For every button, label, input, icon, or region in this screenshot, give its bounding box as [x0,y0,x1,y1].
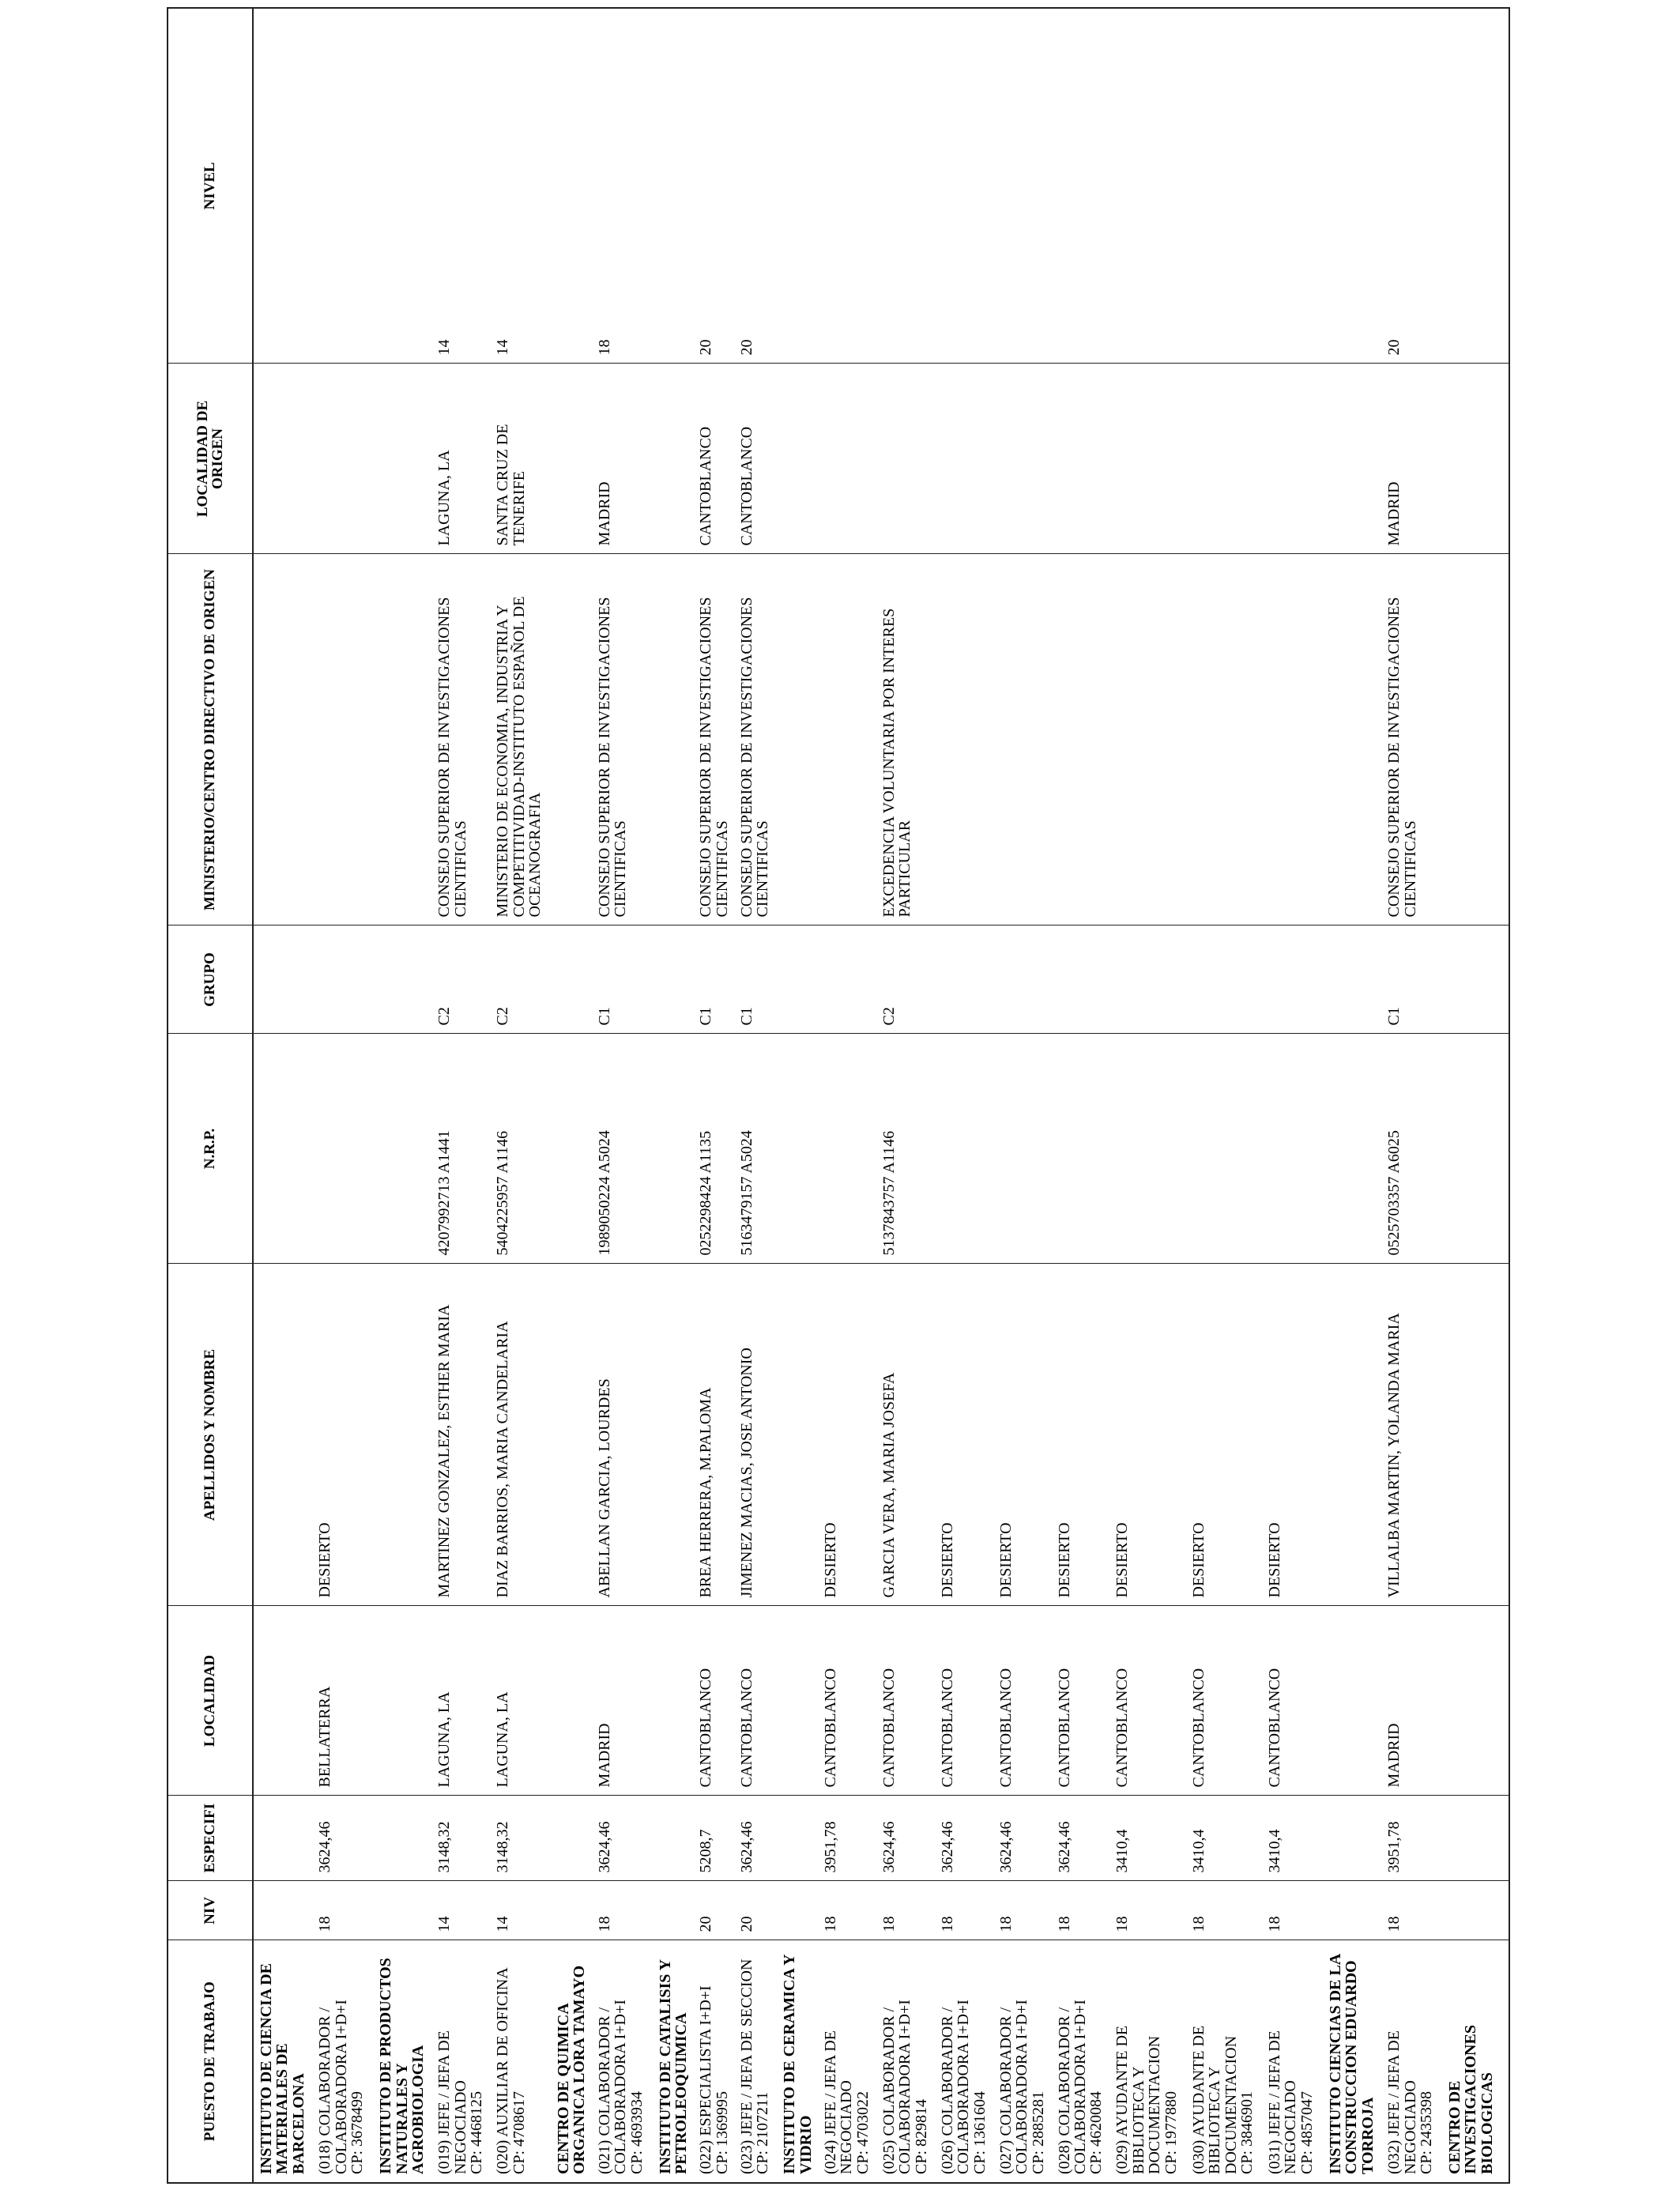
section-row [653,8,696,2183]
column-header: LOCALIDAD [168,1606,253,1796]
empty-cell [373,1034,434,1264]
puesto-cell [1264,1940,1323,2183]
cp-code: CP: 4708617 [510,2090,528,2174]
puesto-cell [695,1940,736,2183]
empty-cell [1503,1796,1509,1881]
empty-cell [777,364,820,554]
cp-code: CP: 1361604 [970,2090,989,2174]
loc-origen-cell [1054,364,1113,554]
nombre-cell: DIAZ BARRIOS, MARIA CANDELARIA [492,1264,551,1606]
niv-cell: 18 [820,1881,879,1940]
empty-cell [253,8,315,364]
empty-cell [1323,1606,1384,1796]
puesto-text: (028) COLABORADOR / COLABORADORA I+D+I [1055,2000,1089,2174]
localidad-cell: CANTOBLANCO [1188,1606,1264,1796]
nivel-cell [820,8,879,364]
header-row [168,8,253,2183]
especifi-cell: 3624,46 [594,1796,653,1881]
ministerio-cell: CONSEJO SUPERIOR DE INVESTIGACIONES CIENTIFICAS [695,554,736,925]
empty-cell [777,1034,820,1264]
empty-cell [777,1264,820,1606]
especifi-cell: 3624,46 [736,1796,777,1881]
niv-cell: 18 [1188,1881,1264,1940]
section-title: INSTITUTO DE CATALISIS Y PETROLEOQUIMICA [653,1940,696,2183]
section-row [1442,8,1503,2183]
empty-cell [1442,1034,1503,1264]
empty-cell [253,925,315,1034]
empty-cell [253,1796,315,1881]
puesto-text: (030) AYUDANTE DE BIBLIOTECA Y DOCUMENTACION [1189,2025,1240,2174]
column-header: GRUPO [168,925,253,1034]
empty-cell [1503,1034,1509,1264]
empty-cell [653,1264,696,1606]
empty-cell [1323,8,1384,364]
ministerio-cell: CONSEJO SUPERIOR DE INVESTIGACIONES CIENTIFICAS [736,554,777,925]
nrp-cell [937,1034,996,1264]
especifi-cell: 3148,32 [434,1796,492,1881]
empty-cell [373,1264,434,1606]
empty-cell [1323,364,1384,554]
empty-cell [551,1881,594,1940]
puesto-text: (018) COLABORADOR / COLABORADORA I+D+I [316,2000,350,2174]
nivel-cell: 18 [594,8,653,364]
puesto-text: (020) AUXILIAR DE OFICINA [494,1967,512,2174]
section-row [551,8,594,2183]
table-row [434,8,492,2183]
nivel-cell: 20 [736,8,777,364]
niv-cell: 18 [594,1881,653,1940]
nrp-cell [1054,1034,1113,1264]
table-row [937,8,996,2183]
empty-cell [1323,1034,1384,1264]
section-row [777,8,820,2183]
ministerio-cell: CONSEJO SUPERIOR DE INVESTIGACIONES CIENTIFICAS [594,554,653,925]
puesto-cell [434,1940,492,2183]
nombre-cell: DESIERTO [937,1264,996,1606]
niv-cell: 14 [492,1881,551,1940]
table-row [1188,8,1264,2183]
nombre-cell: DESIERTO [1054,1264,1113,1606]
table-row [1264,8,1323,2183]
column-header: APELLIDOS Y NOMBRE [168,1264,253,1606]
empty-cell [1323,1881,1384,1940]
empty-cell [373,1796,434,1881]
grupo-cell [1054,925,1113,1034]
loc-origen-cell: MADRID [1384,364,1442,554]
cp-code: CP: 4693934 [627,2090,646,2174]
nivel-cell [1112,8,1188,364]
puesto-cell [736,1940,777,2183]
puesto-text: (023) JEFE / JEFA DE SECCION [737,1958,755,2174]
column-header: ESPECIFI [168,1796,253,1881]
empty-cell [551,8,594,364]
table-row [492,8,551,2183]
nivel-cell [1054,8,1113,364]
nrp-cell: 5163479157 A5024 [736,1034,777,1264]
empty-cell [551,554,594,925]
nombre-cell: DESIERTO [1264,1264,1323,1606]
empty-cell [1323,925,1384,1034]
nombre-cell: DESIERTO [820,1264,879,1606]
ministerio-cell [1264,554,1323,925]
puesto-cell [1188,1940,1264,2183]
grupo-cell: C1 [736,925,777,1034]
localidad-cell: CANTOBLANCO [1112,1606,1188,1796]
grupo-cell [1264,925,1323,1034]
especifi-cell: 3951,78 [820,1796,879,1881]
niv-cell: 18 [879,1881,937,1940]
puesto-text: (019) JEFE / JEFA DE NEGOCIADO [435,2030,469,2174]
nivel-cell: 14 [434,8,492,364]
nrp-cell [1112,1034,1188,1264]
ministerio-cell [315,554,373,925]
empty-cell [777,1881,820,1940]
cp-code: CP: 2885281 [1029,2090,1047,2174]
empty-cell [551,925,594,1034]
empty-cell [1503,554,1509,925]
localidad-cell: LAGUNA, LA [434,1606,492,1796]
section-title: INSTITUTO CIENCIAS DE LA CONSTRUCCION EDUARDO TORROJA [1323,1940,1384,2183]
empty-cell [653,8,696,364]
table-row [879,8,937,2183]
especifi-cell: 3624,46 [996,1796,1054,1881]
especifi-cell: 3624,46 [1054,1796,1113,1881]
loc-origen-cell [1112,364,1188,554]
ministerio-cell: EXCEDENCIA VOLUNTARIA POR INTERES PARTICULAR [879,554,937,925]
section-title: INSTITUTO DE CIENCIA DE MATERIALES DE BARCELONA [253,1940,315,2183]
nombre-cell: DESIERTO [1112,1264,1188,1606]
loc-origen-cell: LAGUNA, LA [434,364,492,554]
section-row [373,8,434,2183]
empty-cell [653,1796,696,1881]
loc-origen-cell [315,364,373,554]
nrp-cell: 4207992713 A1441 [434,1034,492,1264]
empty-cell [253,1034,315,1264]
especifi-cell: 3624,46 [315,1796,373,1881]
empty-cell [1503,1881,1509,1940]
cp-code: CP: 1977880 [1162,2090,1180,2174]
grupo-cell: C1 [695,925,736,1034]
column-header: NIVEL [168,8,253,364]
puesto-cell [820,1940,879,2183]
nrp-cell [820,1034,879,1264]
loc-origen-cell: CANTOBLANCO [695,364,736,554]
cp-code: CP: 4703022 [853,2090,872,2174]
table-body [253,8,1509,2183]
localidad-cell: MADRID [594,1606,653,1796]
empty-cell [1323,1264,1384,1606]
grupo-cell [1112,925,1188,1034]
nombre-cell: DESIERTO [1188,1264,1264,1606]
puesto-cell [1384,1940,1442,2183]
filler-row [1503,8,1509,2183]
puesto-cell [996,1940,1054,2183]
puesto-text: (024) JEFE / JEFA DE NEGOCIADO [822,2030,856,2174]
nrp-cell [996,1034,1054,1264]
nombre-cell: GARCIA VERA, MARIA JOSEFA [879,1264,937,1606]
cp-code: CP: 2107211 [754,2091,772,2174]
empty-cell [1503,8,1509,364]
localidad-cell: MADRID [1384,1606,1442,1796]
niv-cell: 18 [1384,1881,1442,1940]
especifi-cell: 3410,4 [1188,1796,1264,1881]
loc-origen-cell: CANTOBLANCO [736,364,777,554]
nivel-cell [1188,8,1264,364]
localidad-cell: CANTOBLANCO [736,1606,777,1796]
section-title: INSTITUTO DE CERAMICA Y VIDRIO [777,1940,820,2183]
niv-cell: 18 [937,1881,996,1940]
empty-cell [777,1796,820,1881]
empty-cell [653,925,696,1034]
cp-code: CP: 829814 [912,2098,930,2174]
empty-cell [1442,364,1503,554]
empty-cell [1503,925,1509,1034]
column-header: MINISTERIO/CENTRO DIRECTIVO DE ORIGEN [168,554,253,925]
puesto-text: (027) COLABORADOR / COLABORADORA I+D+I [996,2000,1031,2174]
loc-origen-cell: SANTA CRUZ DE TENERIFE [492,364,551,554]
niv-cell: 20 [695,1881,736,1940]
empty-cell [373,1881,434,1940]
nombre-cell: JIMENEZ MACIAS, JOSE ANTONIO [736,1264,777,1606]
puesto-text: (025) COLABORADOR / COLABORADORA I+D+I [880,2000,914,2174]
loc-origen-cell [937,364,996,554]
grupo-cell: C2 [879,925,937,1034]
nombre-cell: DESIERTO [996,1264,1054,1606]
loc-origen-cell [996,364,1054,554]
empty-cell [1442,8,1503,364]
empty-cell [1442,1796,1503,1881]
puesto-text: (032) JEFE / JEFA DE NEGOCIADO [1385,2030,1419,2174]
cp-code: CP: 4857047 [1298,2090,1316,2174]
empty-cell [373,364,434,554]
grupo-cell: C2 [492,925,551,1034]
grupo-cell [315,925,373,1034]
puesto-text: (029) AYUDANTE DE BIBLIOTECA Y DOCUMENTACION [1113,2025,1164,2174]
nivel-cell: 20 [1384,8,1442,364]
table-row [695,8,736,2183]
loc-origen-cell [1188,364,1264,554]
puesto-text: (026) COLABORADOR / COLABORADORA I+D+I [938,2000,973,2174]
empty-cell [653,554,696,925]
nombre-cell: VILLALBA MARTIN, YOLANDA MARIA [1384,1264,1442,1606]
localidad-cell: CANTOBLANCO [937,1606,996,1796]
localidad-cell: CANTOBLANCO [1264,1606,1323,1796]
nrp-cell: 1989050224 A5024 [594,1034,653,1264]
puesto-cell [879,1940,937,2183]
especifi-cell: 3410,4 [1264,1796,1323,1881]
section-title: INSTITUTO DE PRODUCTOS NATURALES Y AGROBIOLOGIA [373,1940,434,2183]
cp-code: CP: 2435398 [1417,2090,1435,2174]
especifi-cell: 3624,46 [879,1796,937,1881]
empty-cell [653,1881,696,1940]
nivel-cell: 20 [695,8,736,364]
empty-cell [373,8,434,364]
puesto-cell [1112,1940,1188,2183]
empty-cell [373,925,434,1034]
grupo-cell [1188,925,1264,1034]
empty-cell [551,1606,594,1796]
grupo-cell: C2 [434,925,492,1034]
localidad-cell: CANTOBLANCO [879,1606,937,1796]
empty-cell [253,364,315,554]
empty-cell [551,1034,594,1264]
table-row [820,8,879,2183]
section-row [1323,8,1384,2183]
nombre-cell: BREA HERRERA, M.PALOMA [695,1264,736,1606]
empty-cell [1442,925,1503,1034]
cp-code: CP: 1369995 [713,2090,731,2174]
nivel-cell: 14 [492,8,551,364]
staff-table [167,7,1510,2184]
cp-code: CP: 3846901 [1237,2090,1256,2174]
niv-cell: 14 [434,1881,492,1940]
column-header: N.R.P. [168,1034,253,1264]
especifi-cell: 5208,7 [695,1796,736,1881]
niv-cell: 18 [1112,1881,1188,1940]
empty-cell [653,1606,696,1796]
table-row [1384,8,1442,2183]
niv-cell: 18 [1054,1881,1113,1940]
nombre-cell: MARTINEZ GONZALEZ, ESTHER MARIA [434,1264,492,1606]
empty-cell [1442,1264,1503,1606]
nrp-cell [315,1034,373,1264]
empty-cell [1503,1264,1509,1606]
nombre-cell: DESIERTO [315,1264,373,1606]
nrp-cell: 0252298424 A1135 [695,1034,736,1264]
table-row [996,8,1054,2183]
cp-code: CP: 4468125 [468,2090,486,2174]
empty-cell [253,1264,315,1606]
nrp-cell [1188,1034,1264,1264]
nrp-cell [1264,1034,1323,1264]
empty-cell [1323,554,1384,925]
ministerio-cell [937,554,996,925]
empty-cell [653,364,696,554]
loc-origen-cell: MADRID [594,364,653,554]
loc-origen-cell [1264,364,1323,554]
empty-cell [253,1606,315,1796]
especifi-cell: 3951,78 [1384,1796,1442,1881]
localidad-cell: CANTOBLANCO [996,1606,1054,1796]
empty-cell [551,1264,594,1606]
nrp-cell: 5404225957 A1146 [492,1034,551,1264]
table-row [1054,8,1113,2183]
especifi-cell: 3410,4 [1112,1796,1188,1881]
ministerio-cell [1188,554,1264,925]
niv-cell: 18 [315,1881,373,1940]
nivel-cell [937,8,996,364]
niv-cell: 18 [1264,1881,1323,1940]
puesto-cell [937,1940,996,2183]
nivel-cell [1264,8,1323,364]
empty-cell [1503,364,1509,554]
section-row [253,8,315,2183]
empty-cell [1442,554,1503,925]
empty-cell [1503,1606,1509,1796]
section-title: CENTRO DE QUIMICA ORGANICA LORA TAMAYO [551,1940,594,2183]
grupo-cell [820,925,879,1034]
niv-cell: 18 [996,1881,1054,1940]
localidad-cell: BELLATERRA [315,1606,373,1796]
nrp-cell: 0525703357 A6025 [1384,1034,1442,1264]
ministerio-cell [820,554,879,925]
table-row [594,8,653,2183]
localidad-cell: CANTOBLANCO [820,1606,879,1796]
table-row [315,8,373,2183]
grupo-cell: C1 [1384,925,1442,1034]
ministerio-cell [1054,554,1113,925]
puesto-cell [315,1940,373,2183]
empty-cell [1442,1881,1503,1940]
grupo-cell [937,925,996,1034]
puesto-cell [594,1940,653,2183]
ministerio-cell: CONSEJO SUPERIOR DE INVESTIGACIONES CIENTIFICAS [434,554,492,925]
empty-cell [551,364,594,554]
column-header: LOCALIDAD DE ORIGEN [168,364,253,554]
empty-cell [653,1034,696,1264]
localidad-cell: CANTOBLANCO [1054,1606,1113,1796]
empty-cell [1503,1940,1509,2183]
niv-cell: 20 [736,1881,777,1940]
table-row [736,8,777,2183]
grupo-cell: C1 [594,925,653,1034]
column-header: PUESTO DE TRABAJO [168,1940,253,2183]
puesto-text: (022) ESPECIALISTA I+D+I [697,1985,715,2174]
ministerio-cell [996,554,1054,925]
empty-cell [1323,1796,1384,1881]
nivel-cell [996,8,1054,364]
localidad-cell: LAGUNA, LA [492,1606,551,1796]
empty-cell [777,925,820,1034]
empty-cell [373,554,434,925]
empty-cell [777,8,820,364]
puesto-text: (021) COLABORADOR / COLABORADORA I+D+I [595,2000,630,2174]
cp-code: CP: 4620084 [1087,2090,1106,2174]
grupo-cell [996,925,1054,1034]
empty-cell [373,1606,434,1796]
ministerio-cell: CONSEJO SUPERIOR DE INVESTIGACIONES CIENTIFICAS [1384,554,1442,925]
empty-cell [777,1606,820,1796]
puesto-cell [492,1940,551,2183]
ministerio-cell: MINISTERIO DE ECONOMIA, INDUSTRIA Y COMPETITIVIDAD-INSTITUTO ESPAÑOL DE OCEANOGRAFIA [492,554,551,925]
empty-cell [253,554,315,925]
nombre-cell: ABELLAN GARCIA, LOURDES [594,1264,653,1606]
especifi-cell: 3624,46 [937,1796,996,1881]
ministerio-cell [1112,554,1188,925]
section-title: CENTRO DE INVESTIGACIONES BIOLOGICAS [1442,1940,1503,2183]
loc-origen-cell [820,364,879,554]
empty-cell [777,554,820,925]
nivel-cell [315,8,373,364]
puesto-text: (031) JEFE / JEFA DE NEGOCIADO [1266,2030,1300,2174]
empty-cell [551,1796,594,1881]
empty-cell [253,1881,315,1940]
empty-cell [1442,1606,1503,1796]
cp-code: CP: 3678499 [348,2090,367,2174]
column-header: NIV [168,1881,253,1940]
nivel-cell [879,8,937,364]
nrp-cell: 5137843757 A1146 [879,1034,937,1264]
localidad-cell: CANTOBLANCO [695,1606,736,1796]
table-row [1112,8,1188,2183]
puesto-cell [1054,1940,1113,2183]
especifi-cell: 3148,32 [492,1796,551,1881]
loc-origen-cell [879,364,937,554]
